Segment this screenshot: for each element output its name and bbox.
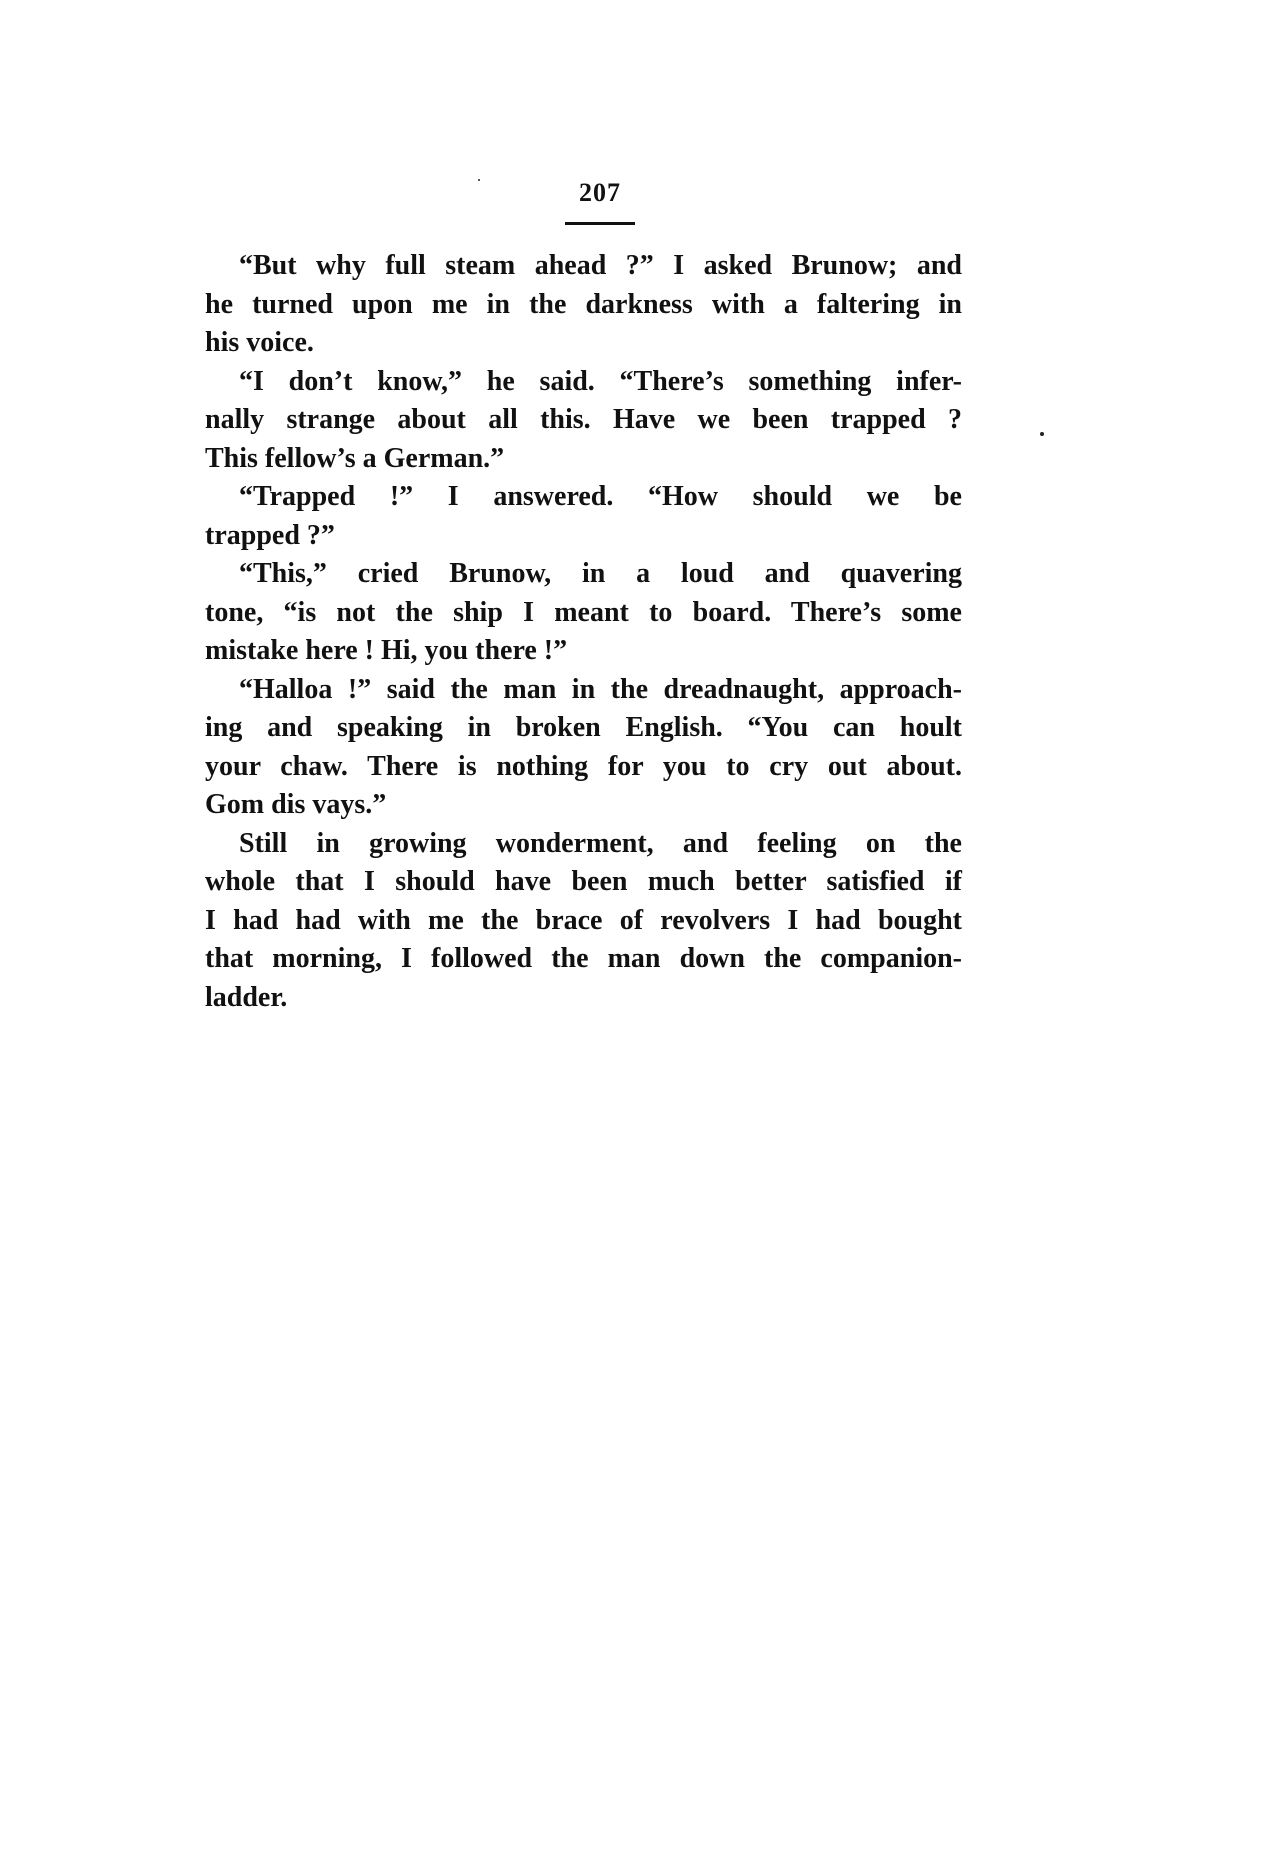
print-speck — [478, 179, 480, 181]
text-line: I had had with me the brace of revolvers I had bought — [205, 904, 962, 936]
page-number-rule — [565, 222, 635, 225]
text-line: Gom dis vays.” — [205, 789, 387, 820]
text-line: his voice. — [205, 327, 314, 358]
text-line: “This,” cried Brunow, in a loud and quavering — [239, 558, 962, 589]
page-number: 207 — [579, 178, 621, 207]
text-line: Still in growing wonderment, and feeling on the — [239, 827, 962, 859]
text-line: “I don’t know,” he said. “There’s something infer- — [239, 365, 962, 397]
print-speck — [1040, 432, 1044, 436]
text-line: your chaw. There is nothing for you to cry out about. — [205, 750, 962, 782]
text-line: tone, “is not the ship I meant to board. There’s some — [205, 596, 962, 628]
text-line: This fellow’s a German.” — [205, 442, 505, 474]
text-line: trapped ?” — [205, 519, 335, 551]
text-line: he turned upon me in the darkness with a faltering in — [205, 288, 962, 320]
text-line: mistake here ! Hi, you there !” — [205, 635, 568, 666]
text-line: “Trapped !” I answered. “How should we be — [239, 481, 962, 512]
text-line: “Halloa !” said the man in the dreadnaught, approach- — [239, 673, 962, 705]
text-line: nally strange about all this. Have we been trapped ? — [205, 404, 962, 435]
text-line: ing and speaking in broken English. “You can hoult — [205, 712, 962, 743]
text-line: that morning, I followed the man down the companion- — [205, 943, 962, 974]
body-text — [205, 247, 962, 1017]
text-line: ladder. — [205, 981, 288, 1013]
text-line: whole that I should have been much better satisfied if — [205, 866, 962, 897]
text-line: “But why full steam ahead ?” I asked Brunow; and — [239, 250, 962, 281]
